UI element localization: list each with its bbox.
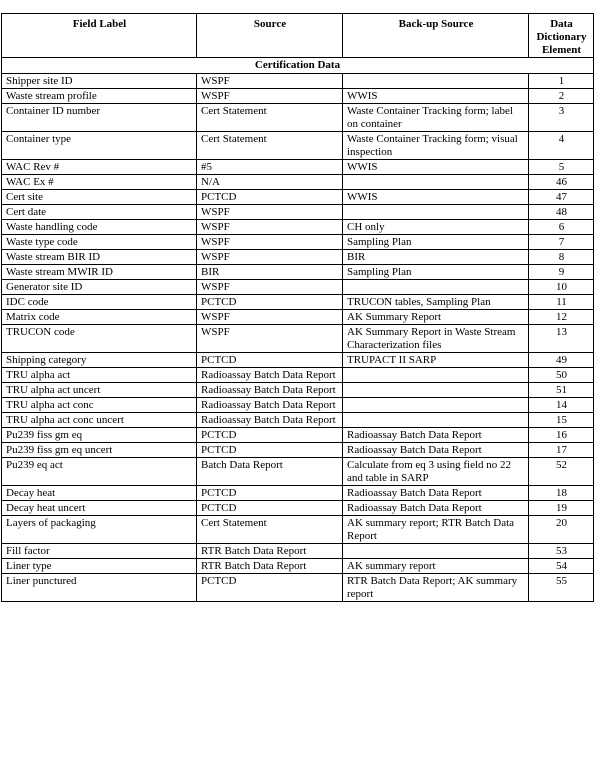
field-label-cell: Waste stream BIR ID (2, 250, 197, 265)
table-row (2, 559, 594, 574)
backup-source-cell (343, 398, 529, 413)
field-label-cell: Generator site ID (2, 280, 197, 295)
table-row (2, 413, 594, 428)
element-number-cell: 2 (529, 89, 594, 104)
header-row (2, 14, 594, 58)
field-label-cell: Decay heat (2, 486, 197, 501)
source-cell: WSPF (197, 89, 343, 104)
table-row (2, 353, 594, 368)
table-row (2, 574, 594, 602)
field-label-cell: Waste type code (2, 235, 197, 250)
field-label-cell: Waste handling code (2, 220, 197, 235)
table-row (2, 104, 594, 132)
field-label-cell: WAC Ex # (2, 175, 197, 190)
backup-source-cell (343, 280, 529, 295)
field-label-cell: Pu239 fiss gm eq (2, 428, 197, 443)
element-number-cell: 11 (529, 295, 594, 310)
table-row (2, 383, 594, 398)
backup-source-cell (343, 383, 529, 398)
source-cell: Batch Data Report (197, 458, 343, 486)
element-number-cell: 14 (529, 398, 594, 413)
source-cell: WSPF (197, 205, 343, 220)
field-label-cell: Waste stream profile (2, 89, 197, 104)
field-label-cell: Cert date (2, 205, 197, 220)
table-row (2, 486, 594, 501)
element-number-cell: 9 (529, 265, 594, 280)
table-row (2, 250, 594, 265)
header-source: Source (197, 14, 343, 58)
field-label-cell: WAC Rev # (2, 160, 197, 175)
source-cell: PCTCD (197, 443, 343, 458)
backup-source-cell: AK Summary Report in Waste Stream Characterization files (343, 325, 529, 353)
table-row (2, 295, 594, 310)
section-row (2, 58, 594, 74)
table-row (2, 443, 594, 458)
table-row (2, 175, 594, 190)
table-row (2, 280, 594, 295)
source-cell: WSPF (197, 74, 343, 89)
backup-source-cell: AK summary report (343, 559, 529, 574)
backup-source-cell: Calculate from eq 3 using field no 22 and table in SARP (343, 458, 529, 486)
backup-source-cell (343, 74, 529, 89)
source-cell: WSPF (197, 220, 343, 235)
backup-source-cell: AK summary report; RTR Batch Data Report (343, 516, 529, 544)
field-label-cell: Waste stream MWIR ID (2, 265, 197, 280)
source-cell: N/A (197, 175, 343, 190)
field-label-cell: Decay heat uncert (2, 501, 197, 516)
element-number-cell: 8 (529, 250, 594, 265)
header-backup-source: Back-up Source (343, 14, 529, 58)
source-cell: WSPF (197, 310, 343, 325)
element-number-cell: 51 (529, 383, 594, 398)
table-row (2, 74, 594, 89)
backup-source-cell: Radioassay Batch Data Report (343, 443, 529, 458)
field-label-cell: Cert site (2, 190, 197, 205)
backup-source-cell: AK Summary Report (343, 310, 529, 325)
source-cell: Radioassay Batch Data Report (197, 383, 343, 398)
field-label-cell: Container ID number (2, 104, 197, 132)
element-number-cell: 47 (529, 190, 594, 205)
field-label-cell: Shipper site ID (2, 74, 197, 89)
backup-source-cell (343, 175, 529, 190)
element-number-cell: 55 (529, 574, 594, 602)
backup-source-cell: RTR Batch Data Report; AK summary report (343, 574, 529, 602)
backup-source-cell (343, 544, 529, 559)
table-row (2, 501, 594, 516)
element-number-cell: 20 (529, 516, 594, 544)
source-cell: WSPF (197, 250, 343, 265)
element-number-cell: 4 (529, 132, 594, 160)
backup-source-cell: Radioassay Batch Data Report (343, 501, 529, 516)
element-number-cell: 7 (529, 235, 594, 250)
field-label-cell: Liner type (2, 559, 197, 574)
field-label-cell: TRU alpha act uncert (2, 383, 197, 398)
element-number-cell: 1 (529, 74, 594, 89)
backup-source-cell (343, 413, 529, 428)
element-number-cell: 54 (529, 559, 594, 574)
source-cell: PCTCD (197, 295, 343, 310)
table-row (2, 398, 594, 413)
table-row (2, 132, 594, 160)
source-cell: RTR Batch Data Report (197, 559, 343, 574)
certification-data-table (1, 13, 594, 602)
element-number-cell: 52 (529, 458, 594, 486)
backup-source-cell: Waste Container Tracking form; visual inspection (343, 132, 529, 160)
field-label-cell: TRU alpha act conc uncert (2, 413, 197, 428)
backup-source-cell: Sampling Plan (343, 265, 529, 280)
table-row (2, 220, 594, 235)
backup-source-cell: WWIS (343, 190, 529, 205)
element-number-cell: 46 (529, 175, 594, 190)
source-cell: WSPF (197, 235, 343, 250)
table-row (2, 190, 594, 205)
field-label-cell: Liner punctured (2, 574, 197, 602)
field-label-cell: Container type (2, 132, 197, 160)
backup-source-cell: CH only (343, 220, 529, 235)
table-row (2, 516, 594, 544)
element-number-cell: 15 (529, 413, 594, 428)
field-label-cell: Pu239 eq act (2, 458, 197, 486)
backup-source-cell (343, 368, 529, 383)
field-label-cell: Shipping category (2, 353, 197, 368)
source-cell: Radioassay Batch Data Report (197, 398, 343, 413)
element-number-cell: 19 (529, 501, 594, 516)
source-cell: PCTCD (197, 190, 343, 205)
table-row (2, 235, 594, 250)
header-field-label: Field Label (2, 14, 197, 58)
field-label-cell: Pu239 fiss gm eq uncert (2, 443, 197, 458)
field-label-cell: TRU alpha act conc (2, 398, 197, 413)
backup-source-cell: Radioassay Batch Data Report (343, 428, 529, 443)
field-label-cell: Layers of packaging (2, 516, 197, 544)
element-number-cell: 16 (529, 428, 594, 443)
source-cell: Radioassay Batch Data Report (197, 368, 343, 383)
source-cell: Cert Statement (197, 516, 343, 544)
section-title: Certification Data (2, 58, 594, 74)
source-cell: #5 (197, 160, 343, 175)
element-number-cell: 6 (529, 220, 594, 235)
field-label-cell: IDC code (2, 295, 197, 310)
backup-source-cell: Radioassay Batch Data Report (343, 486, 529, 501)
backup-source-cell: TRUPACT II SARP (343, 353, 529, 368)
source-cell: Cert Statement (197, 132, 343, 160)
backup-source-cell (343, 205, 529, 220)
source-cell: PCTCD (197, 501, 343, 516)
source-cell: WSPF (197, 325, 343, 353)
field-label-cell: TRUCON code (2, 325, 197, 353)
table-row (2, 310, 594, 325)
source-cell: PCTCD (197, 428, 343, 443)
table-row (2, 368, 594, 383)
source-cell: PCTCD (197, 574, 343, 602)
table-row (2, 205, 594, 220)
source-cell: WSPF (197, 280, 343, 295)
table-row (2, 428, 594, 443)
field-label-cell: Matrix code (2, 310, 197, 325)
element-number-cell: 13 (529, 325, 594, 353)
backup-source-cell: Sampling Plan (343, 235, 529, 250)
backup-source-cell: BIR (343, 250, 529, 265)
table-header (2, 14, 594, 58)
table-body (2, 58, 594, 602)
element-number-cell: 12 (529, 310, 594, 325)
table-row (2, 160, 594, 175)
field-label-cell: TRU alpha act (2, 368, 197, 383)
table-row (2, 89, 594, 104)
field-label-cell: Fill factor (2, 544, 197, 559)
backup-source-cell: TRUCON tables, Sampling Plan (343, 295, 529, 310)
backup-source-cell: WWIS (343, 89, 529, 104)
source-cell: Radioassay Batch Data Report (197, 413, 343, 428)
source-cell: Cert Statement (197, 104, 343, 132)
table-row (2, 265, 594, 280)
source-cell: PCTCD (197, 486, 343, 501)
element-number-cell: 3 (529, 104, 594, 132)
table-row (2, 544, 594, 559)
table-row (2, 458, 594, 486)
header-data-dictionary-element: Data Dictionary Element (529, 14, 594, 58)
element-number-cell: 49 (529, 353, 594, 368)
element-number-cell: 50 (529, 368, 594, 383)
element-number-cell: 10 (529, 280, 594, 295)
table-row (2, 325, 594, 353)
element-number-cell: 48 (529, 205, 594, 220)
element-number-cell: 17 (529, 443, 594, 458)
element-number-cell: 53 (529, 544, 594, 559)
backup-source-cell: Waste Container Tracking form; label on container (343, 104, 529, 132)
source-cell: PCTCD (197, 353, 343, 368)
source-cell: BIR (197, 265, 343, 280)
element-number-cell: 18 (529, 486, 594, 501)
element-number-cell: 5 (529, 160, 594, 175)
backup-source-cell: WWIS (343, 160, 529, 175)
source-cell: RTR Batch Data Report (197, 544, 343, 559)
